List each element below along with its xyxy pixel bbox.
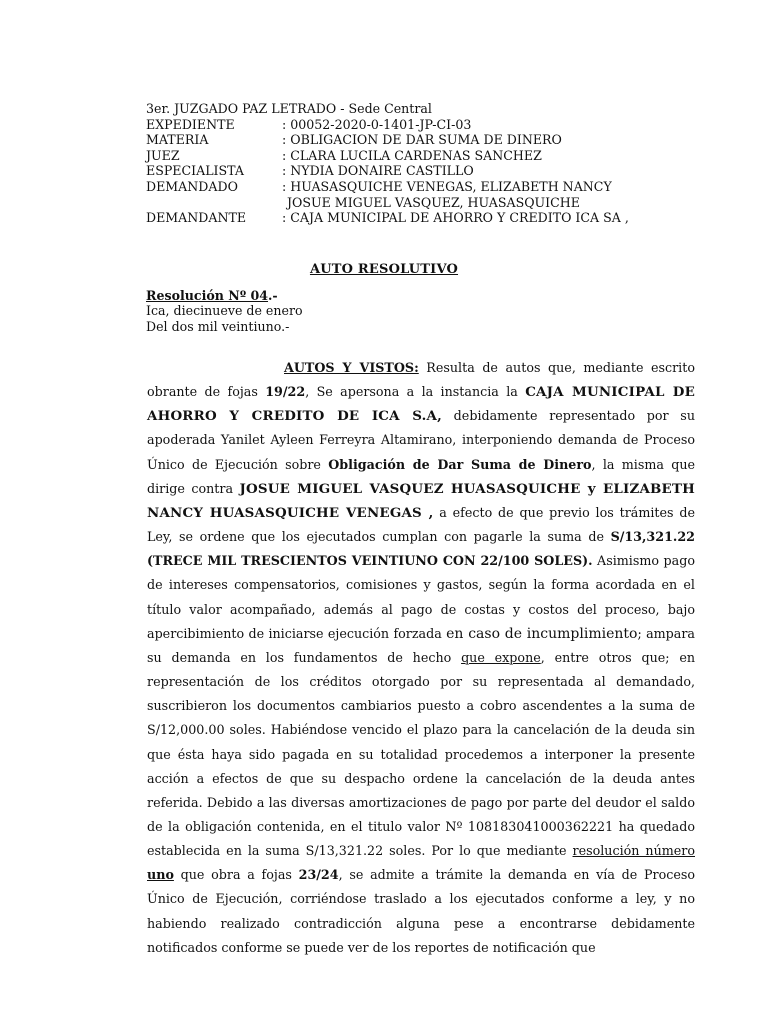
case-header xyxy=(146,101,629,226)
field-value: : CLARA LUCILA CARDENAS SANCHEZ xyxy=(282,147,542,163)
body-text: , se admite a trámite la demanda en vía de Proceso Único de Ejecución, corriéndose traslado a los ejecutados conforme a ley, y no habiendo realizado contradicción alguna pese a encontrarse debidamente notificados conforme se puede ver de los reportes de notificación que xyxy=(147,867,696,955)
case-field-especialista xyxy=(146,163,629,179)
body-paragraph xyxy=(147,356,695,960)
field-value: : 00052-2020-0-1401-JP-CI-03 xyxy=(282,116,472,132)
fojas-reference: 19/22 xyxy=(265,384,306,400)
field-value: : HUASASQUICHE VENEGAS, ELIZABETH NANCY xyxy=(282,178,612,194)
case-field-demandante xyxy=(146,210,629,226)
resolution-reference-number: uno xyxy=(147,867,174,883)
resolution-block xyxy=(146,288,303,334)
body-text: que obra a fojas xyxy=(173,867,299,883)
field-label: JUEZ xyxy=(146,147,180,163)
case-field-juez xyxy=(146,148,629,164)
field-label: ESPECIALISTA xyxy=(146,163,244,179)
body-text: , entre otros que; en representación de los créditos otorgado por su representada al demandado, suscribieron los documentos cambiarios puesto a cobro ascendentes a la suma de S/12,000.00 soles. Habiéndose vencido el plazo para la cancelación de la deuda sin que ésta haya sido pagada en su totalidad procedemos a interponer la presente acción a efectos de que su despacho ordene la cancelación de la deuda antes referida. Debido a las diversas amortizaciones de pago por parte del deudor el saldo de la obligación contenida, en el titulo valor Nº 108183041000362221 ha quedado establecida en la suma S/13,321.22 soles. Por lo que mediante xyxy=(147,649,695,859)
resolution-number-suffix: .- xyxy=(268,288,278,303)
field-label: MATERIA xyxy=(146,132,209,148)
body-text: Asimismo pago de intereses compensatorios, comisiones y gastos, según la forma acordada en el título valor acompañado, además al pago de costas y costos del proceso, bajo apercibimiento de iniciarse ejecución forzada xyxy=(147,553,696,641)
court-name: 3er. JUZGADO PAZ LETRADO - Sede Central xyxy=(146,101,432,116)
field-label: EXPEDIENTE xyxy=(146,116,235,132)
case-field-expediente xyxy=(146,117,629,133)
underlined-text: que expone xyxy=(461,649,541,665)
field-value: : NYDIA DONAIRE CASTILLO xyxy=(282,163,474,179)
resolution-body xyxy=(147,356,695,960)
case-field-demandado xyxy=(146,179,629,195)
fojas-reference: 23/24 xyxy=(298,867,339,883)
body-text-larger: en caso de incumplimiento xyxy=(446,625,638,642)
resolution-year: Del dos mil veintiuno.- xyxy=(146,318,290,334)
resolution-number: Resolución Nº 04 xyxy=(146,288,269,303)
body-text: a efecto de que previo los trámites de Ley, se ordene que los ejecutados cumplan con pagarle la suma de xyxy=(147,504,695,545)
body-text: debidamente representado por su apoderada Yanilet Ayleen Ferreyra Altamirano, interponiendo demanda de Proceso Único de Ejecución sobre xyxy=(147,408,695,472)
body-text: Resulta de autos que, mediante escrito obrante de fojas xyxy=(147,360,695,400)
claim-subject: Obligación de Dar Suma de Dinero xyxy=(328,456,592,472)
case-field-demandado-continued xyxy=(146,195,629,211)
case-field-materia xyxy=(146,132,629,148)
resolution-place-date: Ica, diecinueve de enero xyxy=(146,303,303,319)
field-label: DEMANDANTE xyxy=(146,210,247,226)
plaintiff-name: CAJA MUNICIPAL DE AHORRO Y CREDITO DE ICA S.A, xyxy=(147,384,695,425)
document-heading: AUTO RESOLUTIVO xyxy=(309,262,459,277)
field-value: : CAJA MUNICIPAL DE AHORRO Y CREDITO ICA SA , xyxy=(282,210,629,226)
body-text: , Se apersona a la instancia la xyxy=(305,384,526,400)
field-label: DEMANDADO xyxy=(146,178,238,194)
field-label xyxy=(146,195,282,211)
autos-y-vistos-label: AUTOS Y VISTOS: xyxy=(284,360,419,375)
body-text: , la misma que dirige contra xyxy=(147,456,696,496)
field-value: JOSUE MIGUEL VASQUEZ, HUASASQUICHE xyxy=(287,194,580,210)
resolution-reference: resolución número xyxy=(572,843,695,859)
field-value: : OBLIGACION DE DAR SUMA DE DINERO xyxy=(282,132,562,148)
claimed-amount: S/13,321.22 (TRECE MIL TRESCIENTOS VEINTIUNO CON 22/100 SOLES). xyxy=(147,529,695,569)
resolution-number-line xyxy=(146,288,303,303)
body-text: ; ampara su demanda en los fundamentos de hecho xyxy=(147,625,695,665)
defendants-names: JOSUE MIGUEL VASQUEZ HUASASQUICHE y ELIZABETH NANCY HUASASQUICHE VENEGAS , xyxy=(147,480,695,521)
